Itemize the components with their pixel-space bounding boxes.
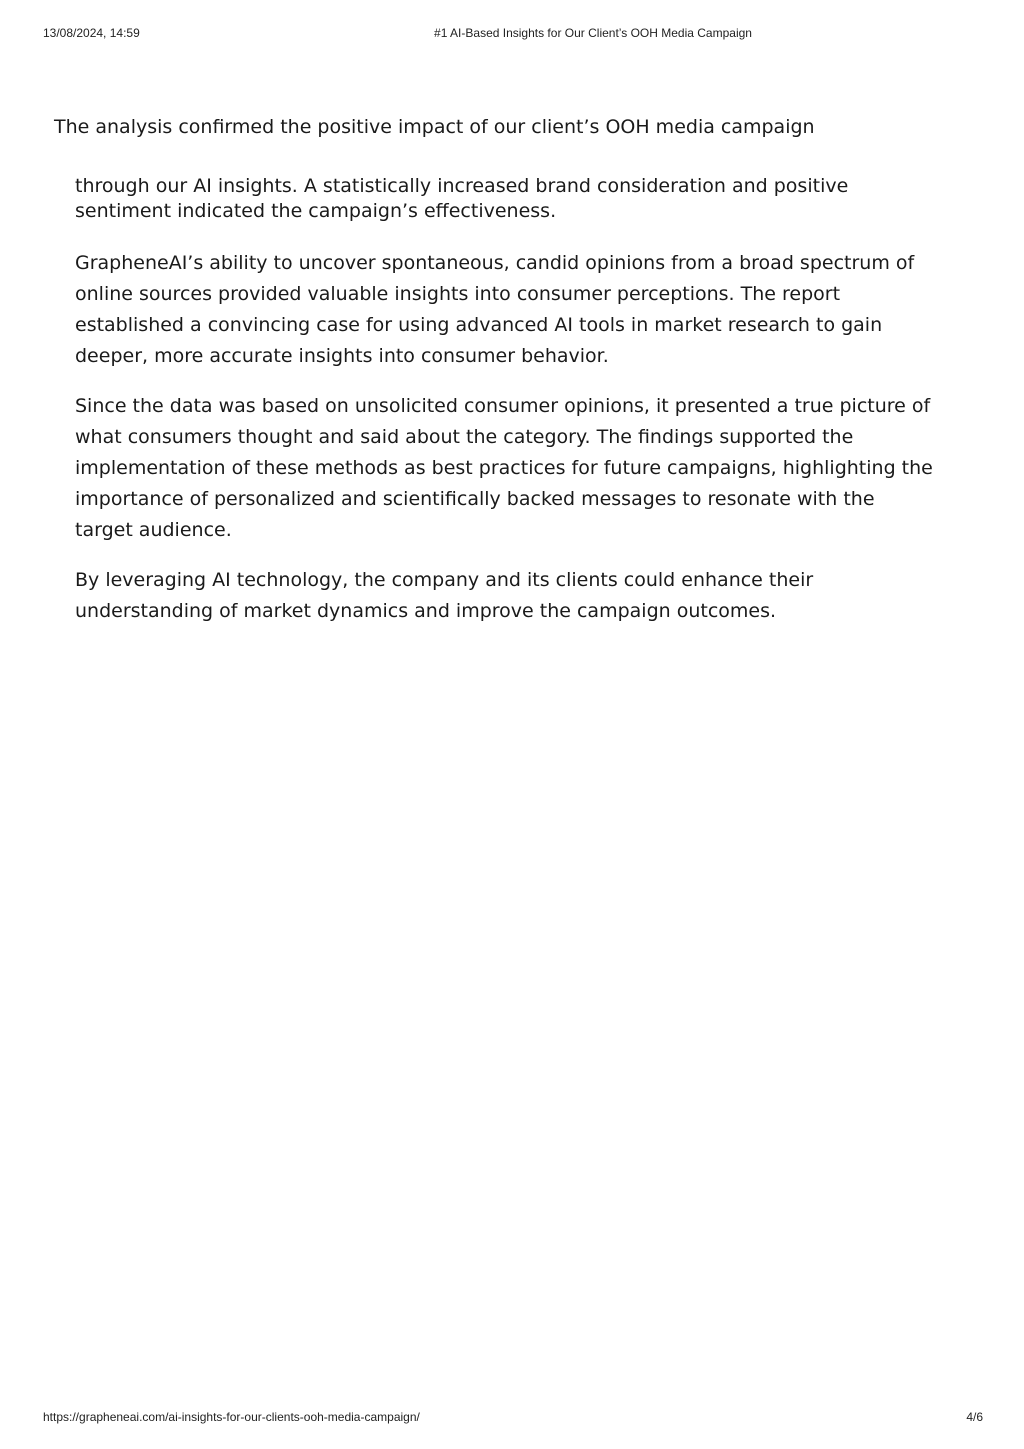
article-paragraph-3: Since the data was based on unsolicited consumer opinions, it presented a true picture of what consumers thought and said about the category. The findings supported the implementation of these methods as best practices for future campaigns, highlighting the importance of personalized and scientifically backed messages to resonate with the target audience. <box>75 395 933 541</box>
article-paragraph-2: GrapheneAI’s ability to uncover spontaneous, candid opinions from a broad spectrum of online sources provided valuable insights into consumer perceptions. The report established a convincing case for using advanced AI tools in market research to gain deeper, more accurate insights into consumer behavior. <box>75 252 915 367</box>
print-header <box>0 26 1024 42</box>
page-number: 4/6 <box>966 1410 983 1424</box>
print-footer <box>0 1410 1024 1426</box>
print-date: 13/08/2024, 14:59 <box>43 26 140 40</box>
article-lead: The analysis confirmed the positive impact of our client’s OOH media campaign <box>54 116 815 138</box>
print-url: https://grapheneai.com/ai-insights-for-our-clients-ooh-media-campaign/ <box>43 1410 420 1424</box>
article-paragraph-1: through our AI insights. A statistically increased brand consideration and positive sentiment indicated the campaign’s effectiveness. <box>75 175 849 222</box>
article-paragraph-4: By leveraging AI technology, the company and its clients could enhance their understanding of market dynamics and improve the campaign outcomes. <box>75 569 814 622</box>
print-page-title: #1 AI-Based Insights for Our Client’s OOH Media Campaign <box>434 26 752 40</box>
